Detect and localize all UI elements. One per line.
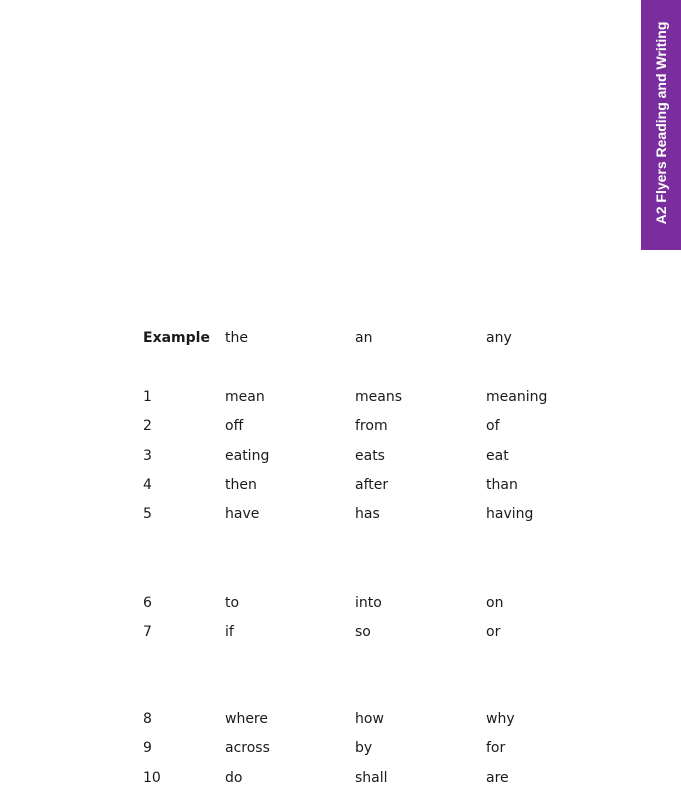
option-b: from [355, 418, 388, 434]
question-number: 10 [143, 770, 161, 786]
question-row-2 [0, 416, 681, 436]
option-b: so [355, 624, 371, 640]
option-a: where [225, 711, 268, 727]
example-row [0, 328, 681, 348]
option-b: shall [355, 770, 388, 786]
question-row-6 [0, 593, 681, 613]
option-b: has [355, 506, 380, 522]
question-row-7 [0, 622, 681, 642]
option-a: mean [225, 389, 265, 405]
option-c: than [486, 477, 518, 493]
example-option-c: any [486, 330, 512, 346]
option-b: by [355, 740, 373, 756]
option-a: then [225, 477, 257, 493]
question-number: 3 [143, 448, 152, 464]
option-a: do [225, 770, 243, 786]
option-c: meaning [486, 389, 548, 405]
option-c: of [486, 418, 500, 434]
option-c: on [486, 595, 504, 611]
option-b: eats [355, 448, 385, 464]
question-number: 7 [143, 624, 152, 640]
question-number: 2 [143, 418, 152, 434]
option-c: or [486, 624, 501, 640]
question-number: 8 [143, 711, 152, 727]
question-row-10 [0, 768, 681, 788]
option-c: for [486, 740, 506, 756]
option-a: have [225, 506, 260, 522]
option-a: eating [225, 448, 270, 464]
option-c: having [486, 506, 534, 522]
question-number: 6 [143, 595, 152, 611]
question-number: 9 [143, 740, 152, 756]
option-a: across [225, 740, 270, 756]
option-a: to [225, 595, 240, 611]
option-c: are [486, 770, 509, 786]
question-number: 4 [143, 477, 152, 493]
question-row-5 [0, 504, 681, 524]
question-row-3 [0, 446, 681, 466]
example-option-b: an [355, 330, 373, 346]
question-row-1 [0, 387, 681, 407]
option-b: how [355, 711, 384, 727]
example-option-a: the [225, 330, 248, 346]
option-c: eat [486, 448, 509, 464]
question-row-8 [0, 709, 681, 729]
section-side-tab [641, 0, 681, 250]
question-number: 1 [143, 389, 152, 405]
example-label: Example [143, 330, 210, 346]
option-a: if [225, 624, 234, 640]
option-b: after [355, 477, 389, 493]
question-number: 5 [143, 506, 152, 522]
option-a: off [225, 418, 244, 434]
option-b: into [355, 595, 382, 611]
option-b: means [355, 389, 402, 405]
side-tab-label: A2 Flyers Reading and Writing [653, 21, 669, 225]
option-c: why [486, 711, 515, 727]
question-row-4 [0, 475, 681, 495]
question-row-9 [0, 738, 681, 758]
